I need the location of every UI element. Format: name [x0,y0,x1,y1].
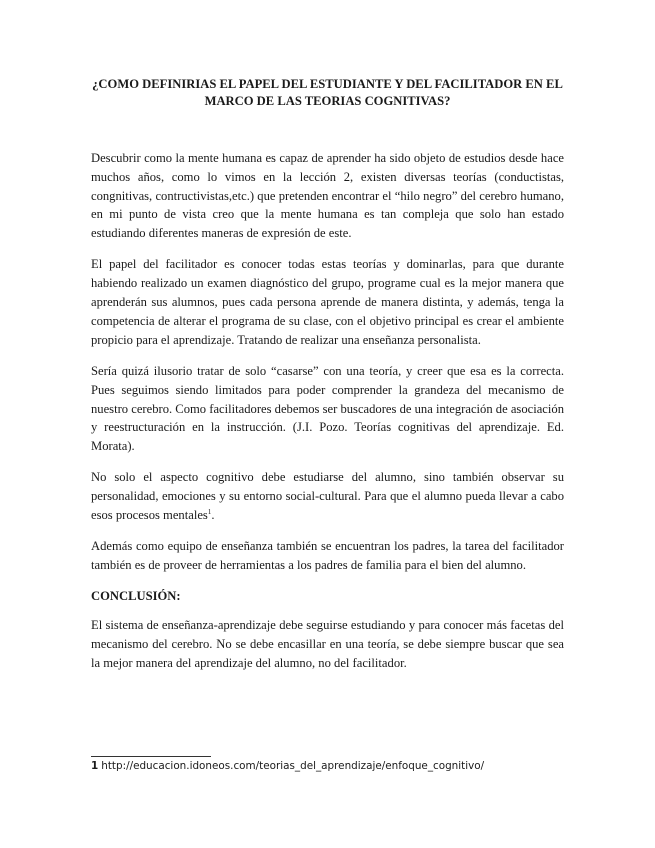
paragraph-theories: Sería quizá ilusorio tratar de solo “casarse” con una teoría, y creer que esa es la correcta. Pues seguimos siendo limitados para poder comprender la grandeza del mecanismo de nuestro cerebro. Como facilitadores debemos ser buscadores de una integración de asociación y reestructuración en la instrucción. (J.I. Pozo. Teorías cognitivas del aprendizaje. Ed. Morata). [91,363,564,454]
page-title: ¿COMO DEFINIRIAS EL PAPEL DEL ESTUDIANTE Y DEL FACILITADOR EN EL MARCO DE LAS TEORIAS COGNITIVAS? [92,77,563,108]
paragraph-facilitator-role: El papel del facilitador es conocer todas estas teorías y dominarlas, para que durante habiendo realizado un examen diagnóstico del grupo, programe cual es la mejor manera que aprenderán sus alumnos, pues cada persona aprende de manera distinta, y además, tenga la competencia de alterar el programa de su clase, con el objetivo principal es crear el ambiente propicio para el aprendizaje. Tratando de realizar una enseñanza personalista. [91,257,564,347]
paragraph-intro: Descubrir como la mente humana es capaz de aprender ha sido objeto de estudios desde hace muchos años, como lo vimos en la lección 2, existen diversas teorías (conductistas, congnitivas, contructivistas,etc.) que pretenden encontrar el “hilo negro” del cerebro humano, en mi punto de vista creo que la mente humana es tan compleja que solo han estado estudiando diferentes maneras de expresión de este. [91,151,564,241]
footnote-reference[interactable]: 1 [207,507,212,516]
footnote-link[interactable]: http://educacion.idoneos.com/teorias_del_aprendizaje/enfoque_cognitivo/ [101,760,485,772]
paragraph-parents: Además como equipo de enseñanza también se encuentran los padres, la tarea del facilitador también es de proveer de herramientas a los padres de familia para el bien del alumno. [91,539,564,573]
document-body [91,149,564,685]
conclusion-heading: CONCLUSIÓN: [91,589,181,604]
paragraph-conclusion: El sistema de enseñanza-aprendizaje debe seguirse estudiando y para conocer más facetas del mecanismo del cerebro. No se debe encasillar en una teoría, se debe siempre buscar que sea la mejor manera del aprendizaje del alumno, no del facilitador. [91,618,564,670]
footnote-divider [91,756,211,757]
paragraph-cognitive-text: No solo el aspecto cognitivo debe estudiarse del alumno, sino también observar su personalidad, emociones y su entorno social-cultural. Para que el alumno pueda llevar a cabo esos procesos mentales [91,470,564,523]
footnote [91,760,484,773]
footnote-mark: 1 [91,760,99,772]
paragraph-cognitive-aspect: No solo el aspecto cognitivo debe estudiarse del alumno, sino también observar su personalidad, emociones y su entorno social-cultural. Para que el alumno pueda llevar a cabo esos procesos mentales$^1$. [91,470,564,523]
